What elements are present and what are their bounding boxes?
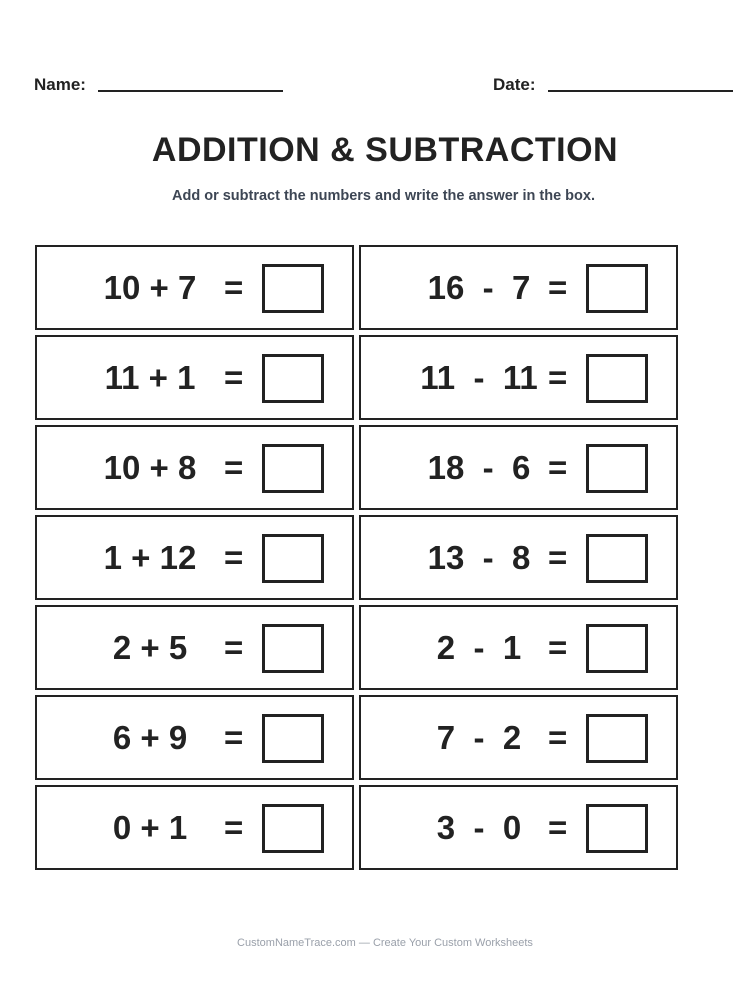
equals-sign: = [548, 539, 568, 576]
operand-a: 11 [104, 359, 140, 396]
minus-sign: - [482, 449, 494, 486]
plus-sign: + [131, 539, 151, 576]
problem-cell-right-7 [359, 785, 678, 870]
minus-sign: - [482, 539, 494, 576]
plus-sign: + [140, 719, 160, 756]
minus-sign: - [473, 719, 485, 756]
problem-expression [415, 337, 543, 418]
date-label: Date: [493, 75, 536, 94]
operand-b: 6 [512, 449, 531, 486]
answer-box[interactable] [586, 264, 648, 313]
problem-expression [86, 517, 214, 598]
problem-cell-left-1 [35, 245, 354, 330]
answer-box[interactable] [586, 444, 648, 493]
operand-a: 10 [103, 269, 141, 306]
operand-a: 0 [112, 809, 132, 846]
operand-b: 1 [177, 359, 196, 396]
answer-box[interactable] [586, 534, 648, 583]
operand-b: 5 [168, 629, 188, 666]
answer-box[interactable] [586, 354, 648, 403]
minus-sign: - [473, 359, 485, 396]
operand-b: 8 [512, 539, 531, 576]
problem-cell-left-2 [35, 335, 354, 420]
problem-cell-left-6 [35, 695, 354, 780]
problem-expression [415, 607, 543, 688]
problem-cell-right-2 [359, 335, 678, 420]
problem-cell-right-6 [359, 695, 678, 780]
date-field [493, 74, 733, 96]
minus-sign: - [482, 269, 494, 306]
problem-cell-right-3 [359, 425, 678, 510]
operand-a: 2 [112, 629, 132, 666]
answer-box[interactable] [262, 354, 324, 403]
equals-sign: = [548, 809, 568, 846]
problem-cell-left-3 [35, 425, 354, 510]
worksheet-title: ADDITION & SUBTRACTION [151, 131, 619, 169]
plus-sign: + [140, 809, 160, 846]
operand-a: 6 [112, 719, 132, 756]
operand-b: 1 [502, 629, 522, 666]
problem-expression [415, 247, 543, 328]
plus-sign: + [148, 359, 168, 396]
equals-sign: = [224, 809, 244, 846]
equals-sign: = [224, 359, 244, 396]
operand-b: 7 [177, 269, 197, 306]
operand-a: 11 [420, 359, 456, 396]
answer-box[interactable] [262, 714, 324, 763]
equals-sign: = [224, 269, 244, 306]
equals-sign: = [548, 629, 568, 666]
problem-expression [86, 787, 214, 868]
problem-cell-right-1 [359, 245, 678, 330]
problem-cell-left-5 [35, 605, 354, 690]
problem-cell-left-4 [35, 515, 354, 600]
equals-sign: = [548, 359, 568, 396]
operand-b: 8 [177, 449, 197, 486]
answer-box[interactable] [262, 804, 324, 853]
problem-expression [415, 787, 543, 868]
problem-cell-right-5 [359, 605, 678, 690]
equals-sign: = [224, 539, 244, 576]
plus-sign: + [149, 449, 169, 486]
minus-sign: - [473, 629, 485, 666]
equals-sign: = [224, 449, 244, 486]
worksheet-header [34, 74, 737, 98]
problem-expression [86, 427, 214, 508]
date-write-line[interactable] [548, 90, 733, 92]
operand-b: 11 [502, 359, 538, 396]
problem-cell-right-4 [359, 515, 678, 600]
problem-expression [86, 247, 214, 328]
operand-b: 2 [502, 719, 522, 756]
operand-a: 1 [103, 539, 122, 576]
operand-a: 2 [436, 629, 456, 666]
answer-box[interactable] [262, 534, 324, 583]
plus-sign: + [149, 269, 169, 306]
answer-box[interactable] [262, 624, 324, 673]
operand-a: 3 [436, 809, 456, 846]
name-label: Name: [34, 75, 86, 94]
equals-sign: = [548, 269, 568, 306]
problem-expression [86, 697, 214, 778]
problem-expression [415, 697, 543, 778]
name-write-line[interactable] [98, 90, 283, 92]
operand-a: 10 [103, 449, 141, 486]
operand-b: 7 [512, 269, 531, 306]
operand-b: 12 [159, 539, 197, 576]
plus-sign: + [140, 629, 160, 666]
equals-sign: = [224, 629, 244, 666]
operand-b: 0 [502, 809, 522, 846]
equals-sign: = [548, 719, 568, 756]
problem-expression [86, 337, 214, 418]
answer-box[interactable] [586, 624, 648, 673]
operand-a: 16 [427, 269, 465, 306]
equals-sign: = [224, 719, 244, 756]
worksheet-instructions: Add or subtract the numbers and write the answer in the box. [172, 188, 595, 204]
operand-b: 1 [168, 809, 188, 846]
operand-a: 13 [427, 539, 465, 576]
answer-box[interactable] [262, 444, 324, 493]
operand-a: 7 [436, 719, 456, 756]
problem-expression [86, 607, 214, 688]
answer-box[interactable] [586, 714, 648, 763]
minus-sign: - [473, 809, 485, 846]
problem-expression [415, 427, 543, 508]
name-field [34, 74, 283, 96]
operand-b: 9 [168, 719, 188, 756]
operand-a: 18 [427, 449, 465, 486]
problem-cell-left-7 [35, 785, 354, 870]
answer-box[interactable] [586, 804, 648, 853]
answer-box[interactable] [262, 264, 324, 313]
problem-expression [415, 517, 543, 598]
equals-sign: = [548, 449, 568, 486]
footer-credit: CustomNameTrace.com — Create Your Custom Worksheets [237, 937, 533, 949]
